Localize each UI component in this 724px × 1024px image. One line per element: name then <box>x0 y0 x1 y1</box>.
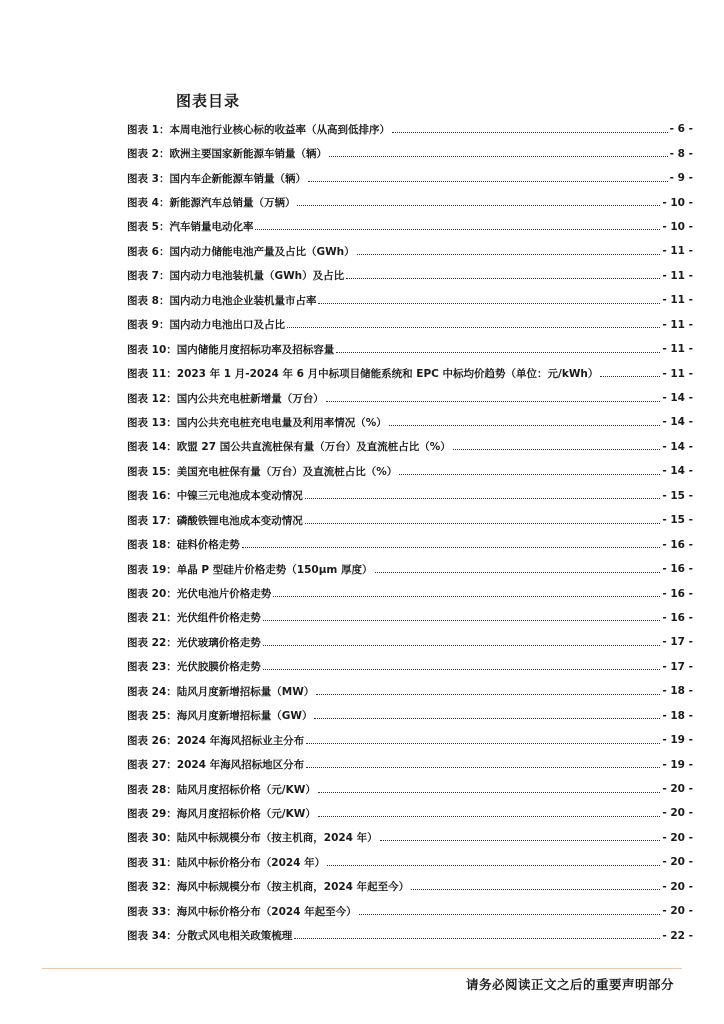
dot-leader <box>392 122 668 133</box>
toc-entry-page: - 14 - <box>662 416 693 429</box>
toc-entry[interactable] <box>127 801 693 825</box>
dot-leader <box>305 513 661 524</box>
toc-entry-label: 图表 24：陆风月度新增招标量（MW） <box>127 685 315 698</box>
toc-entry-page: - 20 - <box>662 856 693 869</box>
toc-entry-page: - 11 - <box>662 245 693 258</box>
toc-entry[interactable] <box>127 190 693 214</box>
toc-entry[interactable] <box>127 239 693 263</box>
toc-entry-label: 图表 16：中镍三元电池成本变动情况 <box>127 490 303 503</box>
toc-entry[interactable] <box>127 850 693 874</box>
toc-entry-page: - 17 - <box>662 660 693 673</box>
toc-entry-label: 图表 33：海风中标价格分布（2024 年起至今） <box>127 905 357 918</box>
dot-leader <box>263 659 661 670</box>
dot-leader <box>306 733 660 744</box>
toc-entry-label: 图表 23：光伏胶膜价格走势 <box>127 661 261 674</box>
toc-entry-page: - 11 - <box>662 294 693 307</box>
dot-leader <box>287 317 660 328</box>
toc-entry-label: 图表 11：2023 年 1 月-2024 年 6 月中标项目储能系统和 EPC 中标均价趋势（单位：元/kWh） <box>127 368 599 381</box>
toc-entry-label: 图表 8：国内动力电池企业装机量市占率 <box>127 294 317 307</box>
dot-leader <box>318 782 661 793</box>
toc-entry-label: 图表 22：光伏玻璃价格走势 <box>127 636 261 649</box>
toc-entry-page: - 14 - <box>662 392 693 405</box>
toc-entry-page: - 18 - <box>662 685 693 698</box>
dot-leader <box>389 415 661 426</box>
toc-entry-page: - 22 - <box>662 929 693 942</box>
toc-entry-page: - 9 - <box>669 172 693 185</box>
toc-entry[interactable] <box>127 704 693 728</box>
toc-entry-label: 图表 26：2024 年海风招标业主分布 <box>127 734 305 747</box>
toc-entry-label: 图表 18：硅料价格走势 <box>127 539 240 552</box>
toc-entry[interactable] <box>127 264 693 288</box>
toc-entry[interactable] <box>127 166 693 190</box>
toc-entry-page: - 16 - <box>662 587 693 600</box>
toc-entry[interactable] <box>127 532 693 556</box>
toc-entry-page: - 8 - <box>669 147 693 160</box>
dot-leader <box>336 342 660 353</box>
dot-leader <box>273 586 660 597</box>
toc-entry-page: - 11 - <box>662 367 693 380</box>
toc-entry-page: - 20 - <box>662 905 693 918</box>
dot-leader <box>263 635 661 646</box>
toc-entry-label: 图表 1：本周电池行业核心标的收益率（从高到低排序） <box>127 123 390 136</box>
toc-entry-label: 图表 15：美国充电桩保有量（万台）及直流桩占比（%） <box>127 465 398 478</box>
toc-entry-page: - 16 - <box>662 611 693 624</box>
dot-leader <box>346 268 660 279</box>
dot-leader <box>318 806 661 817</box>
toc-entry[interactable] <box>127 215 693 239</box>
toc-entry[interactable] <box>127 557 693 581</box>
toc-entry[interactable] <box>127 606 693 630</box>
toc-entry-label: 图表 19：单晶 P 型硅片价格走势（150μm 厚度） <box>127 563 373 576</box>
toc-entry[interactable] <box>127 435 693 459</box>
toc-entry[interactable] <box>127 361 693 385</box>
toc-entry-page: - 10 - <box>662 220 693 233</box>
footer-divider <box>42 968 682 969</box>
toc-entry-label: 图表 34：分散式风电相关政策梳理 <box>127 930 293 943</box>
toc-entry-page: - 20 - <box>662 831 693 844</box>
toc-entry-label: 图表 13：国内公共充电桩充电电量及利用率情况（%） <box>127 416 387 429</box>
toc-entry-label: 图表 32：海风中标规模分布（按主机商，2024 年起至今） <box>127 881 410 894</box>
toc-entry-label: 图表 3：国内车企新能源车销量（辆） <box>127 172 306 185</box>
toc-entry[interactable] <box>127 117 693 141</box>
dot-leader <box>357 244 661 255</box>
toc-entry-label: 图表 25：海风月度新增招标量（GW） <box>127 710 313 723</box>
dot-leader <box>600 366 660 377</box>
toc-entry-label: 图表 9：国内动力电池出口及占比 <box>127 319 285 332</box>
dot-leader <box>375 562 661 573</box>
toc-entry[interactable] <box>127 777 693 801</box>
dot-leader <box>327 855 660 866</box>
toc-entry-label: 图表 14：欧盟 27 国公共直流桩保有量（万台）及直流桩占比（%） <box>127 441 451 454</box>
toc-entry-label: 图表 30：陆风中标规模分布（按主机商，2024 年） <box>127 832 378 845</box>
toc-entry-page: - 16 - <box>662 563 693 576</box>
toc-entry-page: - 19 - <box>662 758 693 771</box>
toc-entry[interactable] <box>127 386 693 410</box>
toc-entry[interactable] <box>127 484 693 508</box>
toc-entry-label: 图表 6：国内动力储能电池产量及占比（GWh） <box>127 245 355 258</box>
toc-entry-label: 图表 20：光伏电池片价格走势 <box>127 588 272 601</box>
dot-leader <box>318 293 660 304</box>
toc-entry[interactable] <box>127 141 693 165</box>
toc-entry[interactable] <box>127 826 693 850</box>
dot-leader <box>329 146 668 157</box>
dot-leader <box>306 757 660 768</box>
dot-leader <box>453 439 661 450</box>
toc-entry[interactable] <box>127 923 693 947</box>
dot-leader <box>297 195 660 206</box>
toc-entry-page: - 16 - <box>662 538 693 551</box>
toc-entry-page: - 20 - <box>662 783 693 796</box>
toc-list <box>127 117 693 948</box>
toc-entry-label: 图表 21：光伏组件价格走势 <box>127 612 261 625</box>
toc-entry-page: - 18 - <box>662 709 693 722</box>
toc-entry-label: 图表 17：磷酸铁锂电池成本变动情况 <box>127 514 303 527</box>
dot-leader <box>308 171 668 182</box>
toc-entry-page: - 11 - <box>662 269 693 282</box>
toc-entry-label: 图表 10：国内储能月度招标功率及招标容量 <box>127 343 335 356</box>
dot-leader <box>263 610 661 621</box>
toc-entry[interactable] <box>127 655 693 679</box>
toc-entry[interactable] <box>127 313 693 337</box>
dot-leader <box>380 830 661 841</box>
toc-entry-label: 图表 27：2024 年海风招标地区分布 <box>127 759 305 772</box>
dot-leader <box>242 537 661 548</box>
dot-leader <box>314 708 660 719</box>
toc-entry-page: - 15 - <box>662 489 693 502</box>
toc-entry-page: - 11 - <box>662 318 693 331</box>
dot-leader <box>255 219 660 230</box>
toc-entry-page: - 10 - <box>662 196 693 209</box>
dot-leader <box>399 464 660 475</box>
dot-leader <box>411 879 660 890</box>
toc-entry-page: - 17 - <box>662 636 693 649</box>
toc-entry-page: - 19 - <box>662 734 693 747</box>
toc-entry-label: 图表 29：海风月度招标价格（元/KW） <box>127 807 316 820</box>
toc-entry[interactable] <box>127 508 693 532</box>
dot-leader <box>294 928 660 939</box>
toc-entry-page: - 14 - <box>662 465 693 478</box>
toc-entry[interactable] <box>127 728 693 752</box>
toc-entry[interactable] <box>127 899 693 923</box>
toc-entry-page: - 20 - <box>662 880 693 893</box>
toc-entry[interactable] <box>127 752 693 776</box>
toc-entry-label: 图表 4：新能源汽车总销量（万辆） <box>127 197 296 210</box>
toc-entry-page: - 11 - <box>662 343 693 356</box>
toc-entry-page: - 15 - <box>662 514 693 527</box>
dot-leader <box>326 391 661 402</box>
dot-leader <box>305 488 661 499</box>
toc-entry[interactable] <box>127 288 693 312</box>
dot-leader <box>316 684 660 695</box>
toc-entry[interactable] <box>127 337 693 361</box>
toc-entry-label: 图表 2：欧洲主要国家新能源车销量（辆） <box>127 148 327 161</box>
toc-entry-label: 图表 31：陆风中标价格分布（2024 年） <box>127 856 326 869</box>
toc-entry-label: 图表 7：国内动力电池装机量（GWh）及占比 <box>127 270 345 283</box>
toc-entry[interactable] <box>127 410 693 434</box>
toc-entry-page: - 6 - <box>669 123 693 136</box>
toc-entry-page: - 14 - <box>662 440 693 453</box>
dot-leader <box>359 904 661 915</box>
toc-entry-label: 图表 12：国内公共充电桩新增量（万台） <box>127 392 324 405</box>
toc-entry[interactable] <box>127 459 693 483</box>
toc-entry[interactable] <box>127 875 693 899</box>
toc-entry-label: 图表 28：陆风月度招标价格（元/KW） <box>127 783 316 796</box>
toc-entry[interactable] <box>127 679 693 703</box>
toc-title: 图表目录 <box>176 92 241 110</box>
toc-entry-page: - 20 - <box>662 807 693 820</box>
footer-disclaimer: 请务必阅读正文之后的重要声明部分 <box>465 977 674 992</box>
toc-entry-label: 图表 5：汽车销量电动化率 <box>127 221 254 234</box>
toc-entry[interactable] <box>127 630 693 654</box>
toc-entry[interactable] <box>127 581 693 605</box>
